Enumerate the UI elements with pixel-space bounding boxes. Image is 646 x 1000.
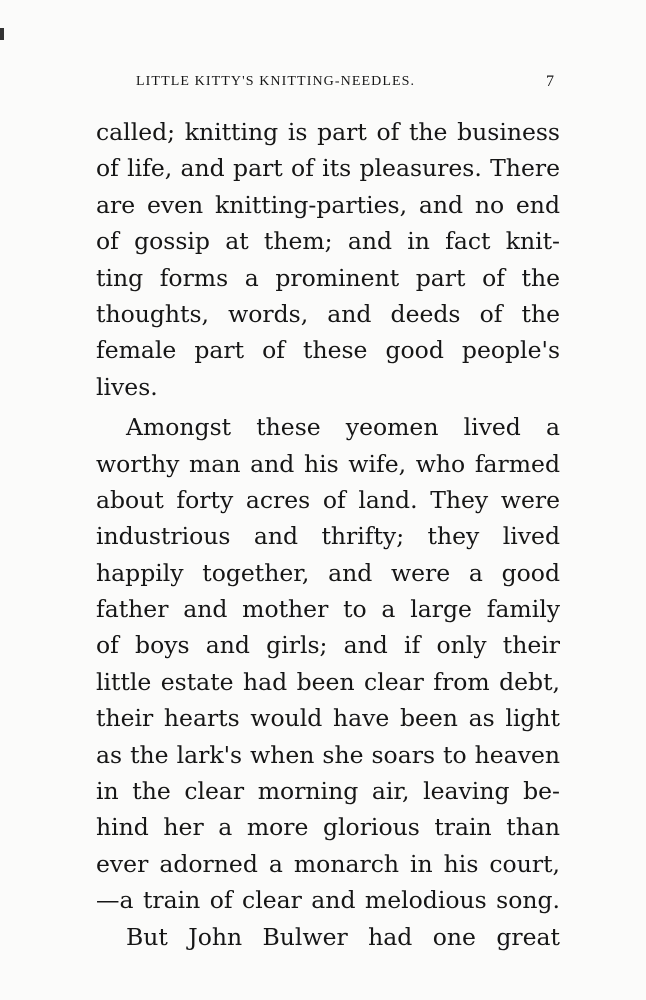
text-line: female part of these good people's <box>96 336 560 365</box>
scan-edge-mark <box>0 28 4 40</box>
text-line: ever adorned a monarch in his court, <box>96 849 560 878</box>
running-title: LITTLE KITTY'S KNITTING-NEEDLES. <box>136 74 416 89</box>
text-line: as the lark's when she soars to heaven <box>96 740 560 769</box>
paragraph-2 <box>96 409 560 918</box>
text-line: worthy man and his wife, who farmed <box>96 449 560 478</box>
text-line: happily together, and were a good <box>96 558 560 587</box>
text-line: of gossip at them; and in fact knit- <box>96 227 560 256</box>
text-line: of boys and girls; and if only their <box>96 631 560 660</box>
text-line: industrious and thrifty; they lived <box>96 522 560 551</box>
page-number: 7 <box>546 73 554 90</box>
text-line: called; knitting is part of the business <box>96 118 560 146</box>
text-line: of life, and part of its pleasures. There <box>96 154 560 183</box>
text-line: father and mother to a large family <box>96 595 560 624</box>
running-head <box>96 70 560 94</box>
text-line: their hearts would have been as light <box>96 704 560 733</box>
text-line: —a train of clear and melodious song. <box>96 886 560 915</box>
text-line: in the clear morning air, leaving be- <box>96 777 560 806</box>
paragraph-3 <box>96 919 560 955</box>
text-line: Amongst these yeomen lived a <box>126 413 560 442</box>
text-line: little estate had been clear from debt, <box>96 667 560 696</box>
body-text <box>96 114 560 955</box>
text-line: are even knitting-parties, and no end <box>96 190 560 219</box>
text-line: But John Bulwer had one great <box>126 922 560 951</box>
text-line: hind her a more glorious train than <box>96 813 560 842</box>
text-line: ting forms a prominent part of the <box>96 263 560 292</box>
paragraph-1 <box>96 114 560 405</box>
text-line: about forty acres of land. They were <box>96 485 560 514</box>
text-line: lives. <box>96 372 158 401</box>
text-line: thoughts, words, and deeds of the <box>96 299 560 328</box>
